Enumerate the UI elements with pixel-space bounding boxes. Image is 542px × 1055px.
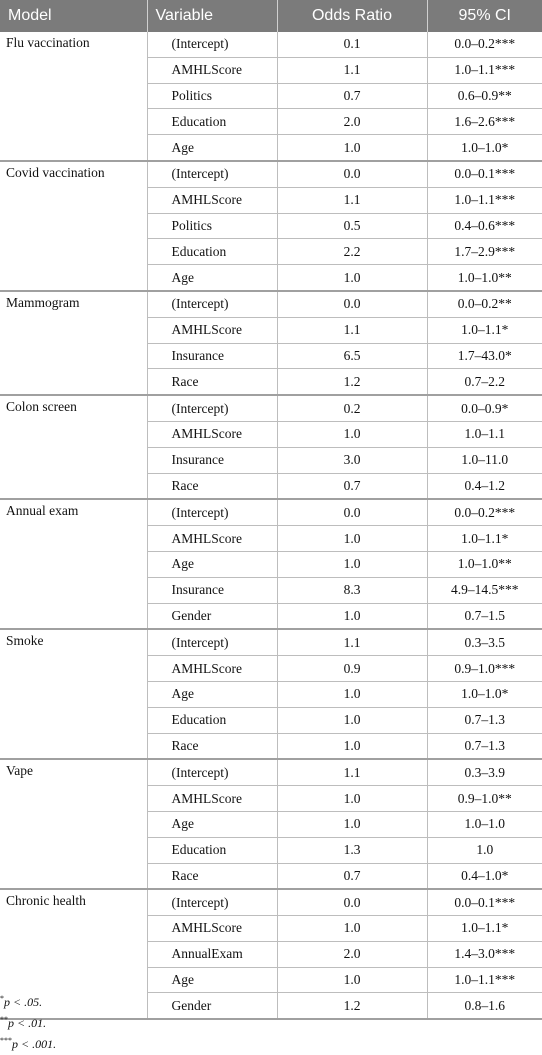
odds-ratio-cell: 1.1 [277,57,427,83]
odds-ratio-cell: 2.2 [277,239,427,265]
odds-ratio-cell: 1.0 [277,681,427,707]
odds-ratio-cell: 0.2 [277,395,427,421]
table-row [0,629,542,655]
variable-cell: AMHLScore [147,317,277,343]
odds-ratio-cell: 1.0 [277,265,427,291]
variable-cell: Age [147,265,277,291]
variable-cell: (Intercept) [147,759,277,785]
odds-ratio-cell: 0.0 [277,889,427,915]
odds-ratio-cell: 0.5 [277,213,427,239]
ci-cell: 1.0–1.1*** [427,57,542,83]
odds-ratio-cell: 1.1 [277,187,427,213]
variable-cell: Education [147,239,277,265]
variable-cell: Insurance [147,577,277,603]
footnote [0,1009,56,1030]
odds-ratio-cell: 1.3 [277,837,427,863]
variable-cell: Age [147,681,277,707]
odds-ratio-cell: 1.2 [277,993,427,1019]
model-cell: Chronic health [0,889,147,1019]
odds-ratio-cell: 1.2 [277,369,427,395]
ci-cell: 0.0–0.1*** [427,161,542,187]
variable-cell: Gender [147,993,277,1019]
variable-cell: (Intercept) [147,395,277,421]
odds-ratio-cell: 0.9 [277,656,427,682]
footnote [0,1030,56,1051]
variable-cell: Gender [147,603,277,629]
ci-cell: 0.9–1.0*** [427,656,542,682]
footnote-text: p < .01. [8,1016,47,1030]
odds-ratio-cell: 6.5 [277,343,427,369]
table-row [0,759,542,785]
ci-cell: 1.7–43.0* [427,343,542,369]
footnotes [0,988,56,1051]
table-row [0,32,542,57]
odds-ratio-cell: 1.0 [277,707,427,733]
model-cell: Flu vaccination [0,32,147,161]
ci-cell: 1.0–1.1*** [427,187,542,213]
table-row [0,291,542,317]
ci-cell: 1.0–1.1* [427,317,542,343]
variable-cell: (Intercept) [147,629,277,655]
variable-cell: AMHLScore [147,187,277,213]
ci-cell: 0.6–0.9** [427,83,542,109]
variable-cell: Education [147,707,277,733]
variable-cell: (Intercept) [147,889,277,915]
ci-cell: 0.7–2.2 [427,369,542,395]
table-row [0,889,542,915]
ci-cell: 1.0 [427,837,542,863]
variable-cell: AMHLScore [147,421,277,447]
variable-cell: AnnualExam [147,941,277,967]
ci-cell: 0.4–1.0* [427,863,542,889]
ci-cell: 0.0–0.2*** [427,32,542,57]
header-model: Model [0,0,147,32]
odds-ratio-cell: 8.3 [277,577,427,603]
variable-cell: Insurance [147,447,277,473]
odds-ratio-cell: 2.0 [277,109,427,135]
odds-ratio-cell: 0.0 [277,161,427,187]
variable-cell: Politics [147,213,277,239]
variable-cell: Education [147,837,277,863]
variable-cell: (Intercept) [147,499,277,525]
odds-ratio-cell: 1.0 [277,603,427,629]
ci-cell: 0.7–1.3 [427,707,542,733]
variable-cell: AMHLScore [147,57,277,83]
odds-ratio-cell: 0.0 [277,291,427,317]
ci-cell: 0.9–1.0** [427,786,542,812]
model-cell: Mammogram [0,291,147,395]
variable-cell: (Intercept) [147,161,277,187]
header-variable: Variable [147,0,277,32]
variable-cell: Age [147,551,277,577]
odds-ratio-cell: 1.0 [277,811,427,837]
odds-ratio-cell: 0.7 [277,473,427,499]
footnote-stars: *** [0,1036,12,1045]
ci-cell: 0.0–0.2** [427,291,542,317]
odds-ratio-cell: 0.7 [277,83,427,109]
variable-cell: (Intercept) [147,32,277,57]
variable-cell: Race [147,473,277,499]
ci-cell: 0.4–1.2 [427,473,542,499]
ci-cell: 1.0–1.1* [427,916,542,942]
variable-cell: (Intercept) [147,291,277,317]
odds-ratio-cell: 1.0 [277,967,427,993]
ci-cell: 0.3–3.9 [427,759,542,785]
table-row [0,499,542,525]
footnote-stars: * [0,994,4,1003]
variable-cell: Race [147,369,277,395]
odds-ratio-cell: 1.0 [277,421,427,447]
odds-ratio-cell: 1.0 [277,135,427,161]
variable-cell: Age [147,967,277,993]
variable-cell: Race [147,733,277,759]
odds-ratio-cell: 1.1 [277,759,427,785]
model-cell: Annual exam [0,499,147,629]
variable-cell: Age [147,135,277,161]
variable-cell: Age [147,811,277,837]
odds-ratio-cell: 1.0 [277,551,427,577]
ci-cell: 1.0–1.0* [427,681,542,707]
odds-ratio-cell: 1.1 [277,629,427,655]
odds-ratio-cell: 0.7 [277,863,427,889]
header-row [0,0,542,32]
footnote-stars: ** [0,1015,8,1024]
odds-ratio-cell: 0.1 [277,32,427,57]
variable-cell: AMHLScore [147,526,277,552]
ci-cell: 1.0–1.1*** [427,967,542,993]
odds-ratio-cell: 3.0 [277,447,427,473]
variable-cell: AMHLScore [147,656,277,682]
model-cell: Vape [0,759,147,889]
ci-cell: 1.0–1.1* [427,526,542,552]
ci-cell: 1.4–3.0*** [427,941,542,967]
variable-cell: Insurance [147,343,277,369]
ci-cell: 1.0–1.0* [427,135,542,161]
table-row [0,161,542,187]
header-ci: 95% CI [427,0,542,32]
table-header [0,0,542,32]
model-cell: Smoke [0,629,147,759]
variable-cell: Education [147,109,277,135]
odds-ratio-cell: 2.0 [277,941,427,967]
variable-cell: Politics [147,83,277,109]
ci-cell: 1.0–1.1 [427,421,542,447]
ci-cell: 0.8–1.6 [427,993,542,1019]
table-row [0,395,542,421]
ci-cell: 0.7–1.5 [427,603,542,629]
footnote-text: p < .05. [4,995,43,1009]
odds-ratio-cell: 1.0 [277,733,427,759]
variable-cell: AMHLScore [147,916,277,942]
ci-cell: 4.9–14.5*** [427,577,542,603]
odds-ratio-cell: 0.0 [277,499,427,525]
odds-ratio-cell: 1.1 [277,317,427,343]
header-odds-ratio: Odds Ratio [277,0,427,32]
ci-cell: 1.7–2.9*** [427,239,542,265]
footnote-text: p < .001. [12,1037,57,1051]
table-body [0,32,542,1019]
model-cell: Covid vaccination [0,161,147,291]
odds-ratio-cell: 1.0 [277,526,427,552]
ci-cell: 1.0–1.0** [427,551,542,577]
ci-cell: 1.6–2.6*** [427,109,542,135]
ci-cell: 1.0–11.0 [427,447,542,473]
ci-cell: 0.7–1.3 [427,733,542,759]
ci-cell: 0.0–0.1*** [427,889,542,915]
variable-cell: AMHLScore [147,786,277,812]
footnote [0,988,56,1009]
variable-cell: Race [147,863,277,889]
ci-cell: 0.4–0.6*** [427,213,542,239]
odds-ratio-cell: 1.0 [277,916,427,942]
ci-cell: 0.0–0.2*** [427,499,542,525]
odds-ratio-cell: 1.0 [277,786,427,812]
model-cell: Colon screen [0,395,147,499]
ci-cell: 1.0–1.0** [427,265,542,291]
ci-cell: 0.3–3.5 [427,629,542,655]
ci-cell: 0.0–0.9* [427,395,542,421]
ci-cell: 1.0–1.0 [427,811,542,837]
